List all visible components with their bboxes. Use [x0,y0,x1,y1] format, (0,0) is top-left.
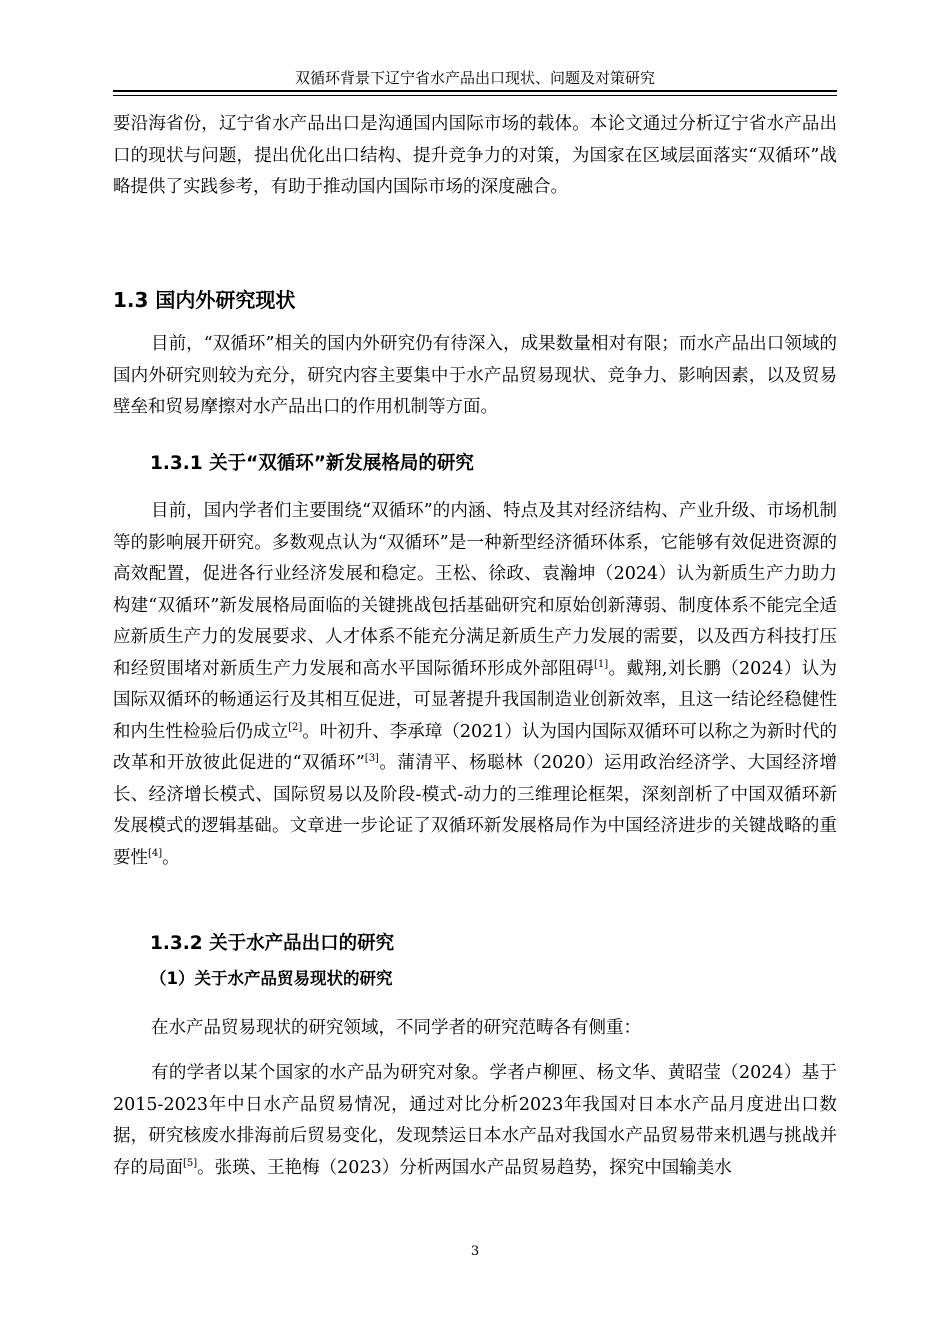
citation-ref: [3] [364,753,379,764]
paragraph-text: 。 [162,847,180,868]
paragraph-text: 。戴翔,刘长鹏（2024）认为国际双循环的畅通运行及其相互促进，可显著提升我国制造业创新效率，且这一结论经稳健性和内生性检验后仍成立 [113,658,837,742]
citation-ref: [1] [593,658,609,670]
paragraph-text: 目前，国内学者们主要围绕“双循环”的内涵、特点及其对经济结构、产业升级、市场机制等的影响展开研究。多数观点认为“双循环”是一种新型经济循环体系，它能够有效促进资源的高效配置，促进各行业经济发展和稳定。王松、徐政、袁瀚坤（2024）认为新质生产力助力构建“双循环”新发展格局面临的关键挑战包括基础研究和原始创新薄弱、制度体系不能完全适应新质生产力的发展要求、人才体系不能充分满足新质生产力发展的需要，以及西方科技打压和经贸围堵对新质生产力发展和高水平国际循环形成外部阻碍 [113,501,837,679]
header-rule-thick [113,90,837,92]
intro-paragraph: 要沿海省份，辽宁省水产品出口是沟通国内国际市场的载体。本论文通过分析辽宁省水产品出口的现状与问题，提出优化出口结构、提升竞争力的对策，为国家在区域层面落实“双循环”战略提供了实践参考，有助于推动国内国际市场的深度融合。 [113,114,837,197]
subsection-heading-trade-status: （1）关于水产品贸易现状的研究 [150,969,393,988]
page-number: 3 [470,1244,480,1259]
section-heading-1-3-1: 1.3.1 关于“双循环”新发展格局的研究 [150,453,474,474]
header-rule-thin [113,95,837,96]
citation-ref: [2] [288,721,303,733]
section-heading-1-3-2: 1.3.2 关于水产品出口的研究 [150,933,395,954]
section-1-3-1-paragraph [113,496,837,874]
paragraph-text: 。蒲清平、杨聪林（2020）运用政治经济学、大国经济增长、经济增长模式、国际贸易以及阶段-模式-动力的三维理论框架，深刻剖析了中国双循环新发展模式的逻辑基础。文章进一步论证了双循环新发展格局作为中国经济进步的关键战略的重要性 [113,753,837,868]
running-header: 双循环背景下辽宁省水产品出口现状、问题及对策研究 [294,69,655,87]
paragraph-text: 。叶初升、李承璋（2021）认为国内国际双循环可以称之为新时代的改革和开放彼此促进的“双循环” [113,721,837,773]
paragraph-text: 有的学者以某个国家的水产品为研究对象。学者卢柳匣、杨文华、黄昭莹（2024）基于2015-2023年中日水产品贸易情况，通过对比分析2023年我国对日本水产品月度进出口数据，研究核废水排海前后贸易变化，发现禁运日本水产品对我国水产品贸易带来机遇与挑战并存的局面 [113,1063,837,1178]
section-1-3-2-paragraph-2 [113,1058,837,1184]
paragraph-text: 。张瑛、王艳梅（2023）分析两国水产品贸易趋势，探究中国输美水 [197,1157,732,1178]
section-heading-1-3: 1.3 国内外研究现状 [113,288,296,312]
citation-ref: [4] [148,847,163,859]
section-1-3-2-paragraph-1: 在水产品贸易现状的研究领域，不同学者的研究范畴各有侧重： [151,1018,641,1038]
section-1-3-paragraph: 目前，“双循环”相关的国内外研究仍有待深入，成果数量相对有限；而水产品出口领域的国内外研究则较为充分，研究内容主要集中于水产品贸易现状、竞争力、影响因素，以及贸易壁垒和贸易摩擦对水产品出口的作用机制等方面。 [113,334,837,417]
citation-ref: [5] [183,1157,198,1169]
